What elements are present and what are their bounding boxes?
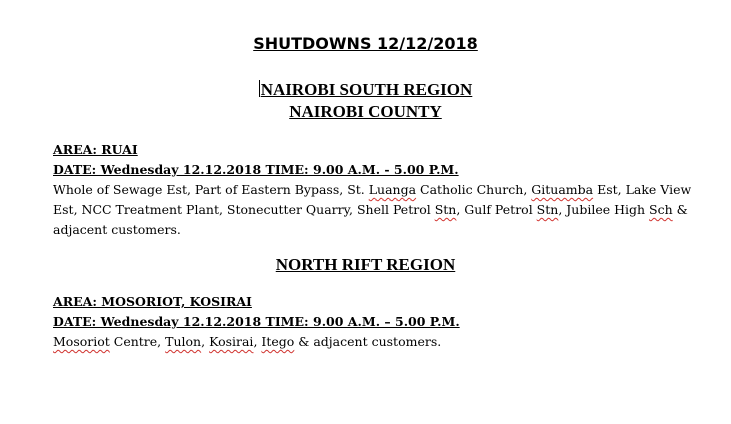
region-heading-nairobi-south-text: NAIROBI SOUTH REGION xyxy=(260,80,473,99)
affected-areas-text xyxy=(53,332,693,352)
area-block-ruai xyxy=(53,140,693,240)
spelling-flag: Sch xyxy=(649,202,673,217)
county-heading-nairobi: NAIROBI COUNTY xyxy=(289,102,442,121)
date-time-label: DATE: Wednesday 12.12.2018 TIME: 9.00 A.M. – 5.00 P.M. xyxy=(53,314,460,329)
text-segment: & adjacent customers. xyxy=(53,202,688,237)
region-heading-north-rift: NORTH RIFT REGION xyxy=(275,255,456,274)
text-segment: , xyxy=(253,334,262,349)
spelling-flag: Stn xyxy=(434,202,457,217)
text-segment: , xyxy=(201,334,210,349)
page-title: SHUTDOWNS 12/12/2018 xyxy=(253,34,478,53)
text-segment: Whole of Sewage Est, Part of Eastern Bypass, St. xyxy=(53,182,369,197)
area-block-mosoriot xyxy=(53,292,693,352)
region-heading-nairobi-south xyxy=(0,79,731,101)
affected-areas-text xyxy=(53,180,693,240)
text-segment: , Gulf Petrol xyxy=(456,202,537,217)
text-segment: Est, Lake View Est, NCC Treatment Plant, Stonecutter Quarry, Shell Petrol xyxy=(53,182,692,217)
area-label: AREA: RUAI xyxy=(53,142,138,157)
text-cursor xyxy=(259,80,260,97)
spelling-flag: Kosirai xyxy=(209,334,254,349)
date-time-label: DATE: Wednesday 12.12.2018 TIME: 9.00 A.M. - 5.00 P.M. xyxy=(53,162,459,177)
spelling-flag: Tulon xyxy=(165,334,202,349)
spelling-flag: Itego xyxy=(261,334,295,349)
text-segment: Centre, xyxy=(109,334,166,349)
text-segment: , Jubilee High xyxy=(558,202,650,217)
spelling-flag: Luanga xyxy=(368,182,417,197)
spelling-flag: Stn xyxy=(536,202,559,217)
text-segment: & adjacent customers. xyxy=(294,334,442,349)
spelling-flag: Mosoriot xyxy=(53,334,110,349)
text-segment: Catholic Church, xyxy=(416,182,532,197)
area-label: AREA: MOSORIOT, KOSIRAI xyxy=(53,294,252,309)
spelling-flag: Gituamba xyxy=(531,182,594,197)
